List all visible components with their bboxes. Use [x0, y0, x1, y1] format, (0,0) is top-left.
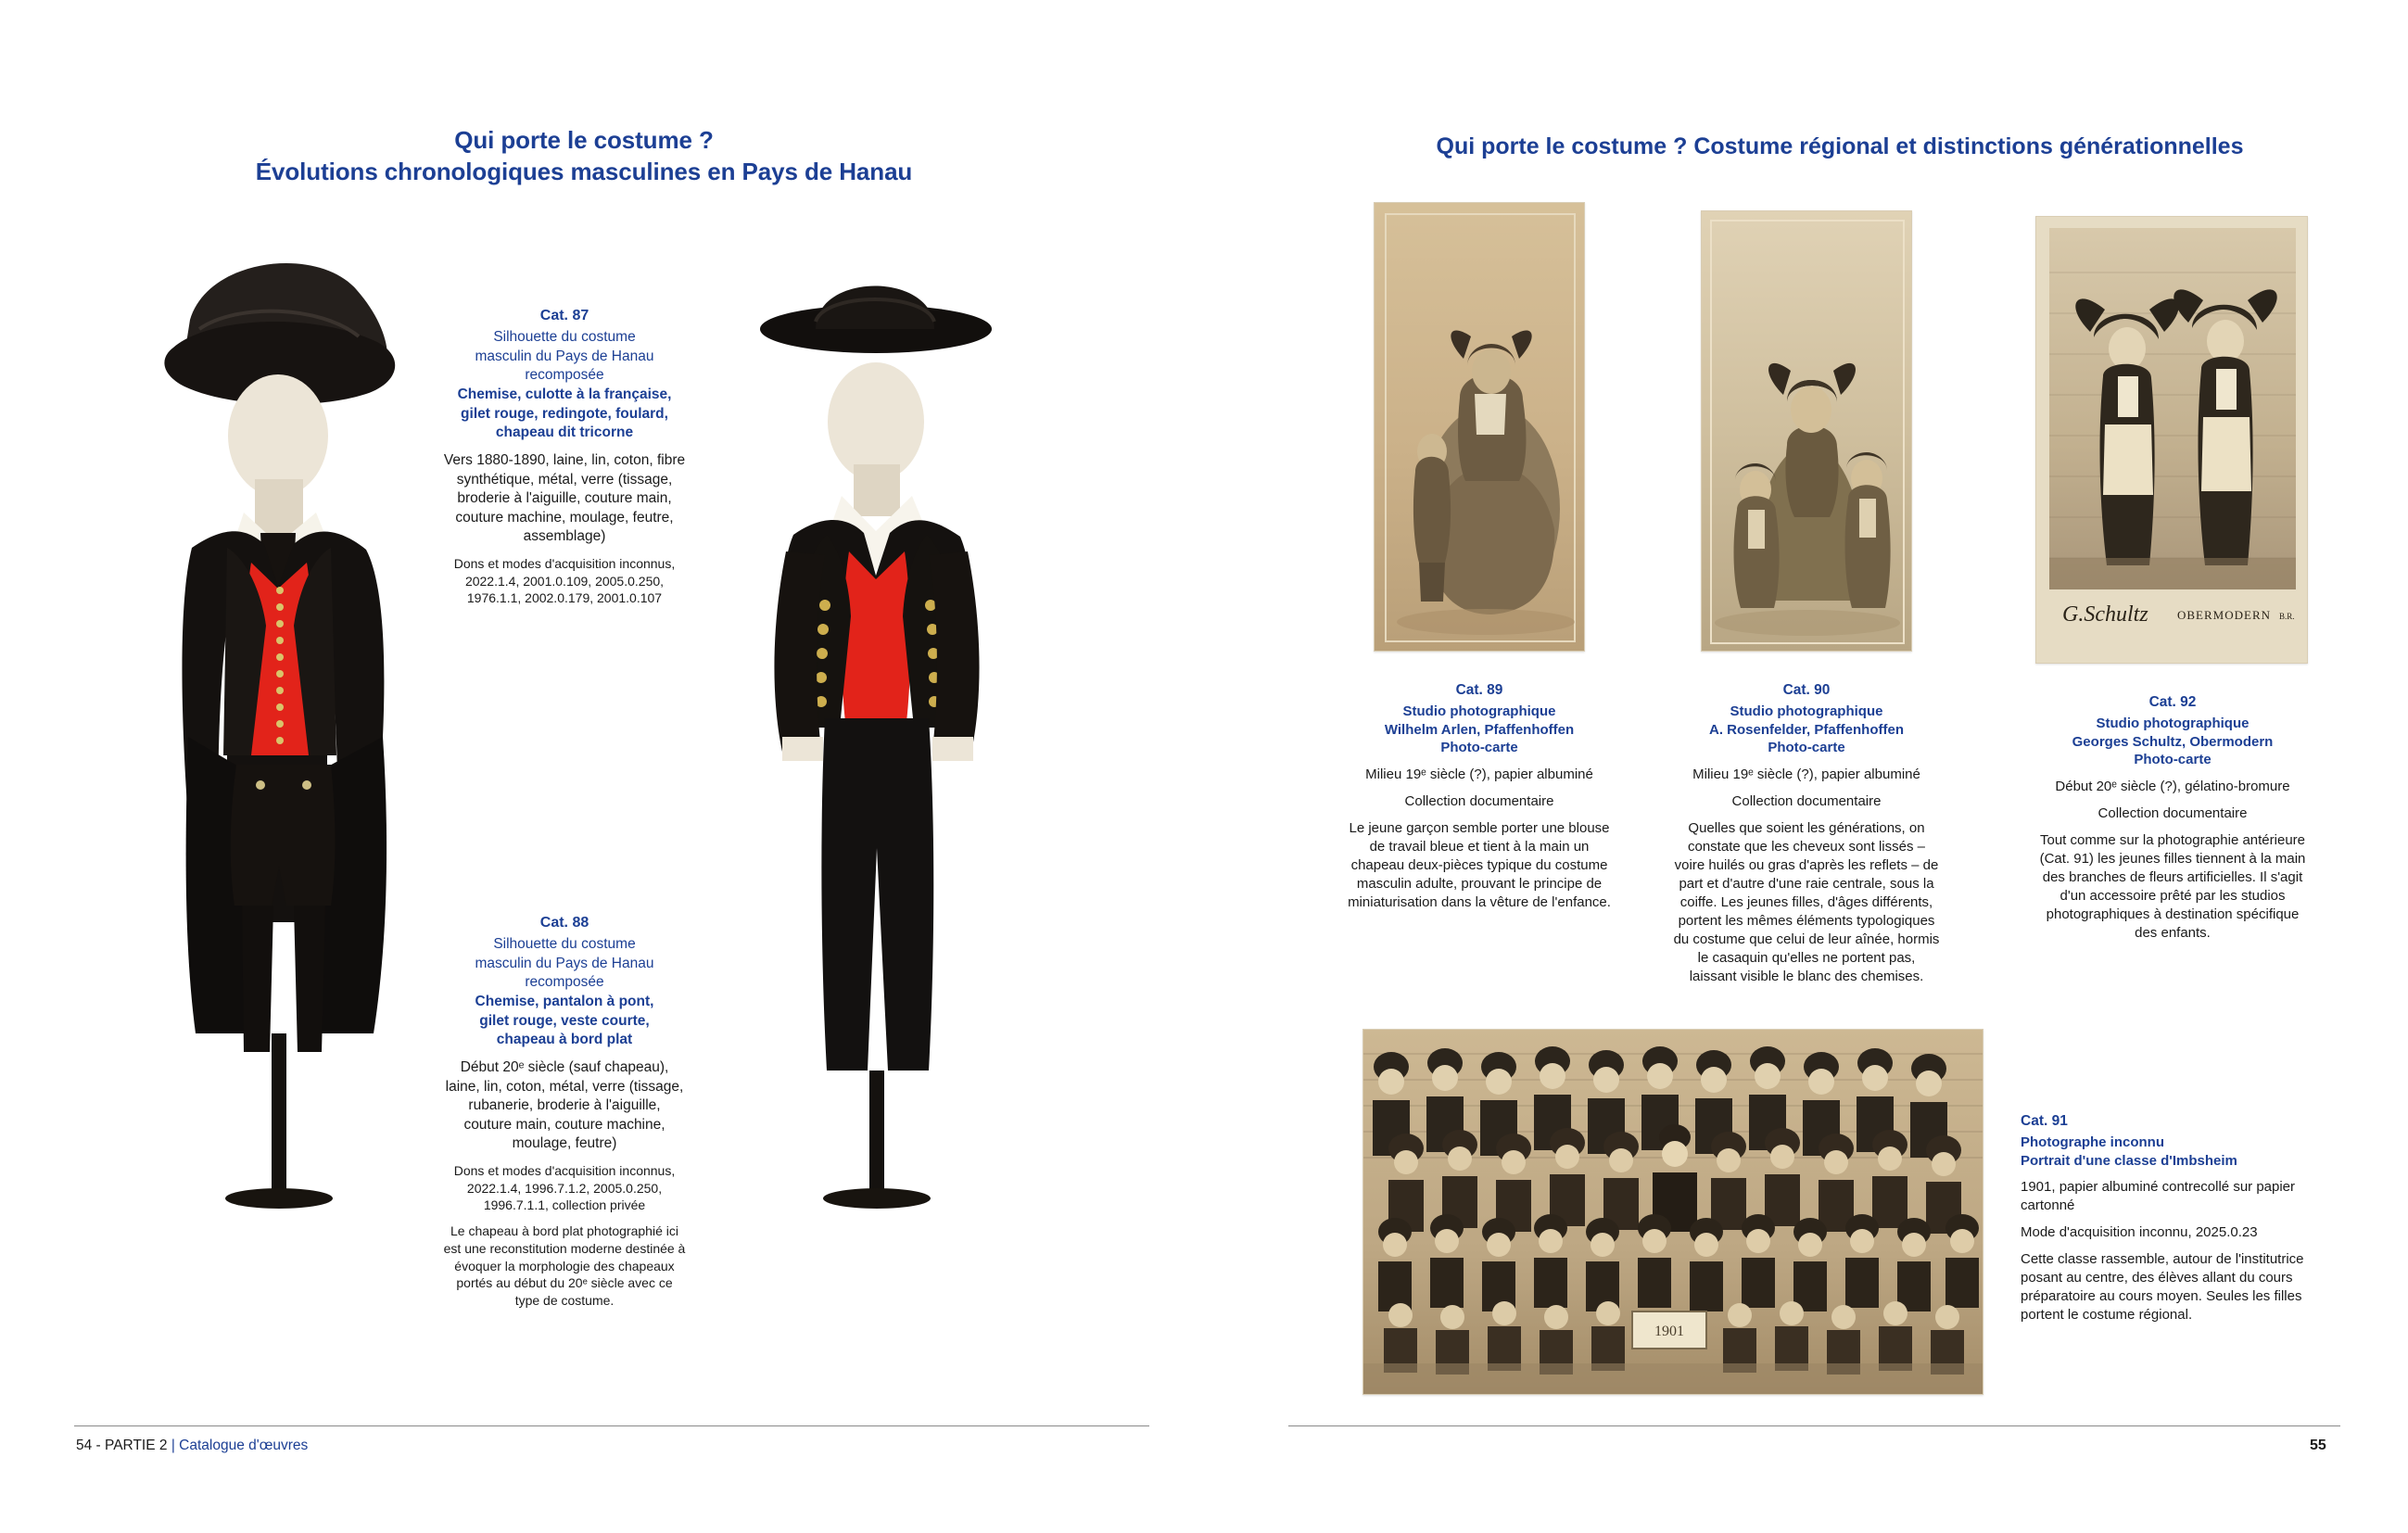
mannequin-cat-88-illustration [686, 236, 1075, 1228]
photo-cat-89 [1374, 202, 1585, 652]
caption-cat-90 [1673, 681, 1940, 986]
cat-87-title-bold-2: gilet rouge, redingote, foulard, [461, 405, 668, 422]
cat-91-description: 1901, papier albuminé contrecollé sur papier cartonné [2021, 1179, 2296, 1214]
photo-cat-92-studio-mark: G.Schultz [2062, 602, 2148, 627]
mannequin-cat-87 [88, 218, 487, 1233]
cat-88-title-bold-3: chapeau à bord plat [496, 1032, 633, 1048]
right-footer-rule [1288, 1425, 2340, 1426]
left-heading-line1: Qui porte le costume ? [454, 126, 714, 154]
photo-cat-91-slate [1632, 1311, 1706, 1349]
cat-88-number: Cat. 88 [539, 915, 589, 931]
cat-90-title-2: A. Rosenfelder, Pfaffenhoffen [1708, 721, 1905, 738]
caption-cat-89 [1346, 681, 1613, 912]
photo-cat-92-studio-town: OBERMODERN [2177, 608, 2272, 622]
cat-88-note: Le chapeau à bord plat photographié ici est une reconstitution moderne destinée à évoquer la morphologie des chapeaux portés au début du 20ᵉ siècle avec ce type de costume. [443, 1223, 686, 1309]
cat-91-title-2: Portrait d'une classe d'Imbsheim [2021, 1152, 2237, 1169]
cat-91-number: Cat. 91 [2021, 1113, 2068, 1129]
cat-89-title-3: Photo-carte [1440, 740, 1518, 756]
cat-87-title-1: Silhouette du costume [493, 329, 636, 346]
cat-87-credit: Dons et modes d'acquisition inconnus, 2022.1.4, 2001.0.109, 2005.0.250, 1976.1.1, 2002.0.179, 2001.0.107 [453, 555, 676, 606]
photo-cat-90 [1701, 210, 1912, 652]
cat-90-description: Milieu 19ᵉ siècle (?), papier albuminé [1692, 766, 1920, 783]
cat-88-title-bold-1: Chemise, pantalon à pont, [475, 994, 654, 1010]
cat-90-title-3: Photo-carte [1768, 740, 1845, 756]
photo-cat-92 [2035, 216, 2308, 664]
photo-cat-91 [1362, 1029, 1983, 1395]
cat-89-description: Milieu 19ᵉ siècle (?), papier albuminé [1365, 766, 1593, 783]
cat-89-collection: Collection documentaire [1404, 793, 1554, 810]
cat-91-credit: Mode d'acquisition inconnu, 2025.0.23 [2021, 1224, 2258, 1241]
caption-cat-91 [2021, 1112, 2308, 1324]
mannequin-cat-87-illustration [88, 218, 487, 1228]
left-footer-section: Catalogue d'œuvres [179, 1438, 309, 1453]
photo-cat-91-image [1363, 1030, 1983, 1395]
cat-91-title-1: Photographe inconnu [2021, 1134, 2164, 1150]
cat-89-number: Cat. 89 [1455, 682, 1503, 698]
left-footer-separator: | [171, 1438, 175, 1453]
cat-92-title-3: Photo-carte [2134, 752, 2212, 768]
cat-87-description: Vers 1880-1890, laine, lin, coton, fibre synthétique, métal, verre (tissage, broderie à l'aiguille, couture main, couture machine, moulage, feutre, assemblage) [443, 451, 686, 545]
cat-91-note: Cette classe rassemble, autour de l'institutrice posant au centre, des élèves allant du cours préparatoire au cours moyen. Seules les filles portent le costume régional. [2021, 1251, 2304, 1324]
left-heading-line2: Évolutions chronologiques masculines en Pays de Hanau [255, 157, 913, 185]
cat-90-number: Cat. 90 [1782, 682, 1831, 698]
caption-cat-88 [443, 913, 686, 1310]
cat-89-note: Le jeune garçon semble porter une blouse de travail bleue et tient à la main un chapeau deux-pièces typique du costume masculin adulte, prouvant le principe de miniaturisation dans la vêture de l'enfance. [1348, 820, 1611, 911]
cat-88-title-1: Silhouette du costume [493, 936, 636, 953]
cat-90-title-1: Studio photographique [1730, 703, 1883, 719]
cat-92-note: Tout comme sur la photographie antérieure (Cat. 91) les jeunes filles tiennent à la main des branches de fleurs artificielles. Il s'agit d'un accessoire prêté par les studios photographiques à destination spécifique des enfants. [2039, 832, 2306, 941]
cat-90-note: Quelles que soient les générations, on constate que les cheveux sont lissés – voire huilés ou gras d'après les reflets – de part et d'autre d'une raie centrale, sous la coiffe. Les jeunes filles, d'âges différents, portent les mêmes éléments typologiques du costume que celui de leur aînée, hormis le casaquin qu'elles ne portent pas, laissant visible le blanc des chemises. [1673, 820, 1940, 984]
photo-cat-90-image [1702, 211, 1912, 652]
mannequin-cat-88 [686, 236, 1075, 1233]
left-page-heading [204, 125, 964, 188]
photo-cat-89-image [1375, 203, 1585, 652]
cat-92-description: Début 20ᵉ siècle (?), gélatino-bromure [2055, 779, 2290, 795]
right-footer-page: 55 [2310, 1438, 2326, 1453]
caption-cat-87 [443, 306, 686, 607]
cat-88-title-3: recomposée [525, 974, 604, 991]
left-footer [76, 1438, 308, 1454]
cat-87-title-bold-3: chapeau dit tricorne [495, 424, 634, 441]
svg-text:B.R.: B.R. [2279, 612, 2295, 621]
cat-92-number: Cat. 92 [2148, 694, 2197, 710]
svg-text:1901: 1901 [1654, 1324, 1684, 1339]
cat-87-title-bold-1: Chemise, culotte à la française, [457, 386, 672, 403]
cat-87-title-3: recomposée [525, 367, 604, 384]
cat-92-collection: Collection documentaire [2097, 805, 2248, 822]
cat-88-title-bold-2: gilet rouge, veste courte, [479, 1012, 650, 1029]
right-page-heading: Qui porte le costume ? Costume régional et distinctions générationnelles [1436, 133, 2244, 159]
left-footer-page: 54 - PARTIE 2 [76, 1438, 168, 1453]
photo-cat-92-image [2036, 217, 2308, 664]
cat-88-description: Début 20ᵉ siècle (sauf chapeau), laine, lin, coton, métal, verre (tissage, rubanerie, broderie à l'aiguille, couture main, couture machine, moulage, feutre) [445, 1058, 684, 1152]
cat-90-collection: Collection documentaire [1731, 793, 1882, 810]
cat-88-title-2: masculin du Pays de Hanau [475, 955, 654, 971]
left-footer-rule [74, 1425, 1149, 1426]
cat-87-number: Cat. 87 [539, 308, 589, 323]
cat-92-title-1: Studio photographique [2096, 715, 2250, 731]
cat-89-title-1: Studio photographique [1402, 703, 1556, 719]
cat-89-title-2: Wilhelm Arlen, Pfaffenhoffen [1384, 721, 1575, 738]
cat-92-title-2: Georges Schultz, Obermodern [2072, 733, 2274, 750]
cat-87-title-2: masculin du Pays de Hanau [475, 348, 654, 364]
caption-cat-92 [2039, 693, 2306, 943]
cat-88-credit: Dons et modes d'acquisition inconnus, 2022.1.4, 1996.7.1.2, 2005.0.250, 1996.7.1.1, collection privée [453, 1162, 676, 1213]
